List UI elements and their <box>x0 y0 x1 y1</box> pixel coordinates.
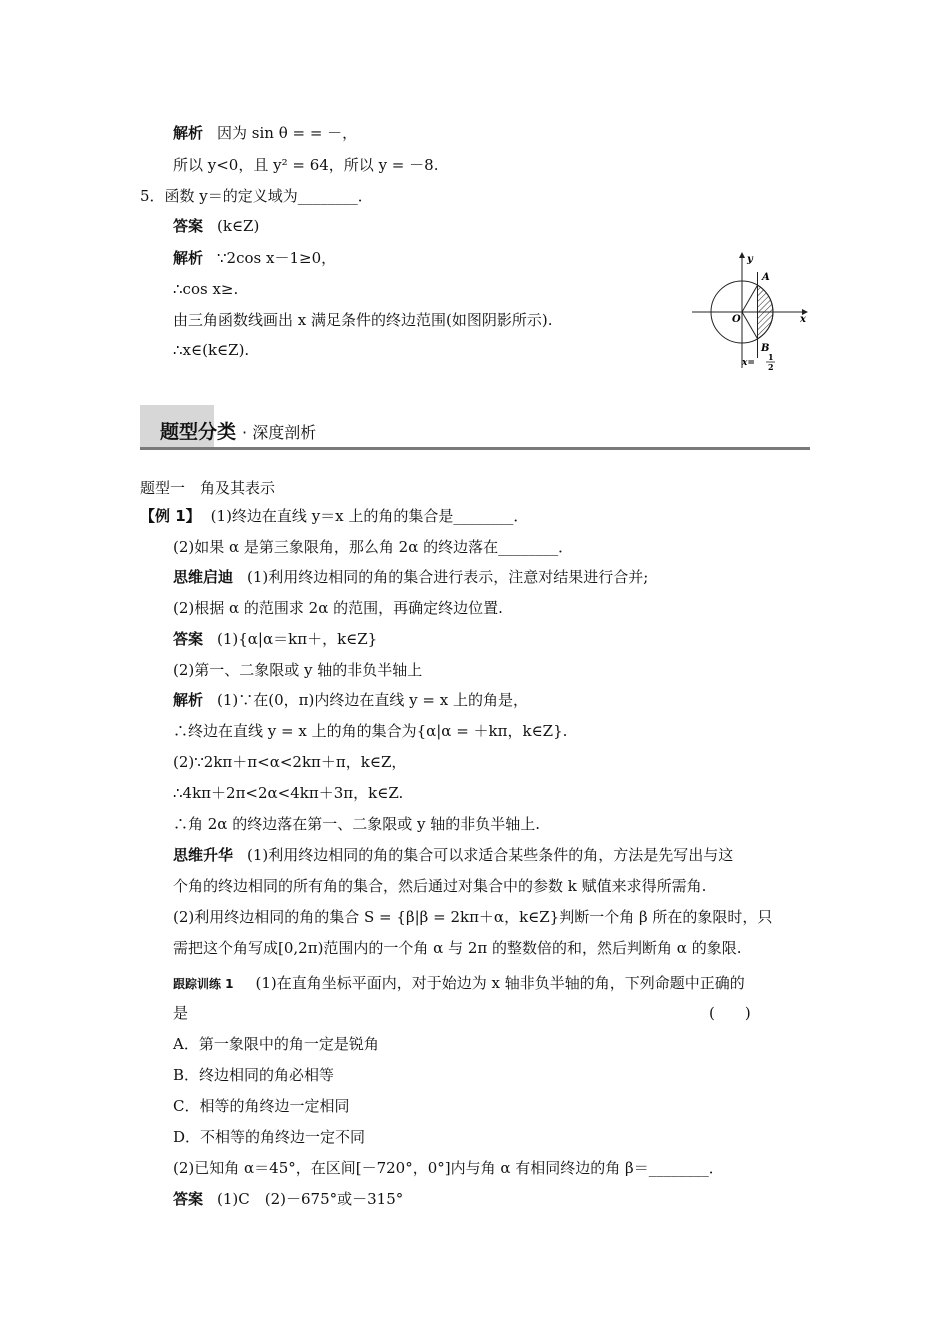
text-line: 所以 y<0，且 y² = 64，所以 y = －8. <box>173 156 439 174</box>
text-line: (2)根据 α 的范围求 2α 的范围，再确定终边位置. <box>173 599 503 617</box>
fraction-denominator: 2 <box>768 362 774 372</box>
example-line <box>140 506 528 526</box>
point-a-label: A <box>762 272 770 283</box>
option-a: A．第一象限中的角一定是锐角 <box>173 1035 379 1053</box>
answer-text: (1){α|α＝kπ＋，k∈Z} <box>217 630 378 648</box>
question-5: 5．函数 y＝的定义域为________． <box>140 187 373 205</box>
section-header <box>140 405 810 449</box>
terminal-side-b <box>742 312 758 339</box>
thinking-label: 思维启迪 <box>173 568 234 586</box>
point-b-label: B <box>761 343 770 354</box>
practice-line <box>173 973 745 994</box>
origin-label: O <box>732 314 741 325</box>
answer-label: 答案 <box>173 1190 204 1208</box>
solution-label: 解析 <box>173 691 204 709</box>
solution-text: ∵2cos x－1≥0， <box>217 249 337 267</box>
example-label: 【例 1】 <box>140 507 201 525</box>
solution-line <box>173 123 357 143</box>
text-line: ∴x∈(k∈Z). <box>173 341 250 359</box>
shaded-region <box>758 285 773 339</box>
answer-text: (1)C (2)－675°或－315° <box>217 1190 404 1208</box>
text-line: 个角的终边相同的所有角的集合，然后通过对集合中的参数 k 赋值来求得所需角. <box>173 877 707 895</box>
solution-line <box>173 248 336 268</box>
section-title <box>160 417 316 444</box>
option-b: B．终边相同的角必相等 <box>173 1066 335 1084</box>
fraction-numerator: 1 <box>768 352 774 362</box>
practice-label: 跟踪训练 1 <box>173 977 234 991</box>
section-subtitle: · 深度剖析 <box>242 423 317 442</box>
topic-heading: 题型一 角及其表示 <box>140 479 276 497</box>
unit-circle-figure <box>690 250 810 372</box>
answer-line <box>173 1189 403 1209</box>
text-line: 需把这个角写成[0,2π)范围内的一个角 α 与 2π 的整数倍的和，然后判断角 α 的象限. <box>173 939 742 957</box>
terminal-side-a <box>742 285 758 312</box>
solution-label: 解析 <box>173 249 204 267</box>
summary-text: (1)利用终边相同的角的集合可以求适合某些条件的角，方法是先写出与这 <box>247 846 734 864</box>
thinking-text: (1)利用终边相同的角的集合进行表示，注意对结果进行合并; <box>247 568 649 586</box>
example-text: (1)终边在直线 y＝x 上的角的集合是________． <box>210 507 529 525</box>
solution-text: 因为 sin θ = = －， <box>217 124 358 142</box>
text-line: ∴cos x≥. <box>173 280 239 298</box>
text-line: ∴4kπ＋2π<2α<4kπ＋3π，k∈Z. <box>173 784 404 802</box>
y-label: y <box>747 254 753 265</box>
text-line: (2)∵2kπ＋π<α<2kπ＋π，k∈Z， <box>173 753 407 771</box>
section-title-text: 题型分类 <box>160 421 237 443</box>
thinking-line <box>173 567 648 587</box>
answer-paren: ( ) <box>709 1004 751 1022</box>
y-axis-arrow <box>739 252 745 258</box>
practice-text: (1)在直角坐标平面内，对于始边为 x 轴非负半轴的角，下列命题中正确的 <box>255 974 745 992</box>
answer-line <box>173 216 259 236</box>
answer-line <box>173 629 377 649</box>
answer-label: 答案 <box>173 217 204 235</box>
solution-line <box>173 690 528 710</box>
text-line: ∴角 2α 的终边落在第一、二象限或 y 轴的非负半轴上. <box>173 815 540 833</box>
answer-label: 答案 <box>173 630 204 648</box>
text-line: (2)第一、二象限或 y 轴的非负半轴上 <box>173 661 423 679</box>
answer-text: (k∈Z) <box>217 217 260 235</box>
option-d: D．不相等的角终边一定不同 <box>173 1128 366 1146</box>
text-line: 由三角函数线画出 x 满足条件的终边范围(如图阴影所示). <box>173 311 553 329</box>
line-label: x= <box>742 358 755 368</box>
text-line: (2)如果 α 是第三象限角，那么角 2α 的终边落在________． <box>173 538 574 556</box>
section-rule <box>140 447 810 450</box>
text-line: (2)已知角 α＝45°，在区间[－720°，0°]内与角 α 有相同终边的角 β＝________． <box>173 1159 724 1177</box>
unit-circle-svg <box>690 250 810 372</box>
text-line: (2)利用终边相同的角的集合 S = {β|β = 2kπ＋α，k∈Z}判断一个角 β 所在的象限时，只 <box>173 908 773 926</box>
solution-text: (1)∵在(0，π)内终边在直线 y = x 上的角是， <box>217 691 528 709</box>
solution-label: 解析 <box>173 124 204 142</box>
text-line: ∴终边在直线 y = x 上的角的集合为{α|α = ＋kπ，k∈Z}. <box>173 722 568 740</box>
option-c: C．相等的角终边一定相同 <box>173 1097 350 1115</box>
summary-line <box>173 845 733 865</box>
x-label: x <box>800 314 806 325</box>
summary-label: 思维升华 <box>173 846 234 864</box>
text-line: 是 <box>173 1004 189 1022</box>
